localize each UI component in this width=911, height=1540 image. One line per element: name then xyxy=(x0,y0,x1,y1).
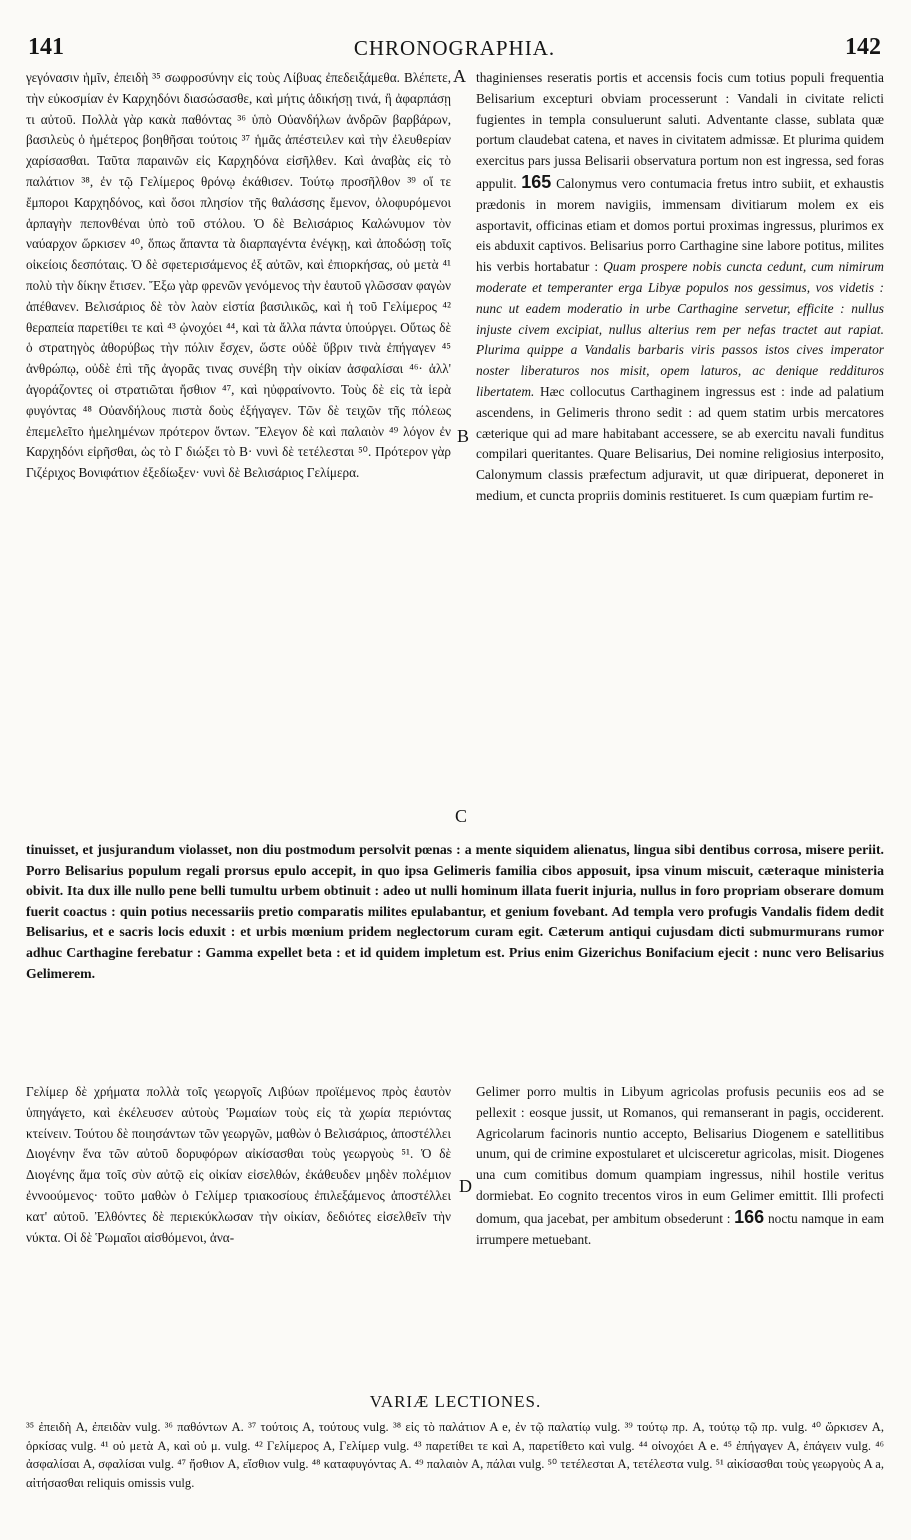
greek-column-top xyxy=(26,68,451,484)
greek-text-bottom: Γελίμερ δὲ χρήματα πολλὰ τοῖς γεωργοῖς Λιβύων προϊέμενος πρὸς ἑαυτὸν ὑπηγάγετο, καὶ ἐκέλευσεν αὐτοὺς Ῥωμαίων τοὺς εἰς τὰ χωρία περιόντας κτείνειν. Τούτου δὲ ποιησάντων τῶν γεωργῶν, μαθὼν ὁ Βελισάριος, ἀποστέλλει Διογένην ἕνα τῶν αὐτοῦ δορυφόρων αἰκίσασθαι τοὺς γεωργοὺς ⁵¹. Ὁ δὲ Διογένης ἅμα τοῖς σὺν αὐτῷ εἰς οἰκίαν εἰσελθών, ἐκάθευδεν μηδὲν πολέμιον ἐννοούμενος· τοῦτο μαθὼν ὁ Γελίμερ τριακοσίους ἐπιλεξάμενος ἀποστέλλει κατ' αὐτοῦ. Ἐλθόντες δὲ περιεκύκλωσαν τὴν οἰκίαν, δεδιότες εἰσελθεῖν τὴν νύκτα. Οἱ δὲ Ῥωμαῖοι αἰσθόμενοι, ἀνα- xyxy=(26,1084,451,1245)
margin-letter-b: B xyxy=(457,426,470,446)
variae-lectiones-notes: ³⁵ ἐπειδὴ A, ἐπειδὰν vulg. ³⁶ παθόντων A. ³⁷ τούτοις A, τούτους vulg. ³⁸ εἰς τὸ παλάτιον A e, ἐν τῷ παλατίῳ vulg. ³⁹ τούτῳ πρ. A, τούτῳ τῷ πρ. vulg. ⁴⁰ ὥρκισεν A, ὁρκίσας vulg. ⁴¹ οὐ μετὰ A, καὶ οὐ μ. vulg. ⁴² Γελίμερος A, Γελίμερ vulg. ⁴³ παρετίθει τε καὶ A, παρετίθετο καὶ vulg. ⁴⁴ οἰνοχόει A e. ⁴⁵ ἐπήγαγεν A, ἐπάγειν vulg. ⁴⁶ ἀσφαλίσαι A, σφαλίσαι vulg. ⁴⁷ ἤσθιον A, εἴσθιον vulg. ⁴⁸ καταφυγόντας A. ⁴⁹ παλαιὸν A, πάλαι vulg. ⁵⁰ τετέλεσται A, τετέλεστα vulg. ⁵¹ αἰκίσασθαι τοὺς γεωργοὺς A a, αἰτήσασθαι reliquis omissis vulg. xyxy=(26,1420,884,1490)
page-number-right: 142 xyxy=(845,34,881,60)
latin-text-top-c: Hæc collocutus Carthaginem ingressus est : inde ad palatium ascendens, in Gelimeris throno sedit : ad quem statim urbis mercatores cæterique qui ad mare habitabant accessere, se ab exercitu navali funditus compilari queritantes. Quare Belisarius, Dei nomine religiosius interposito, Calonymum classis præfectum adjuravit, ut quæ diripuerat, deponeret in medium, et cuncta propriis dominis restitueret. Is cum quæpiam furtim re- xyxy=(476,383,884,503)
margin-letter-d: D xyxy=(459,1176,472,1196)
latin-text-top-b: Calonymus vero contumacia fretus intro subiit, et exhaustis prædonis in morem navigiis, immensam divitiarum molem ex eis asportavit, officinas etiam et domos portui proximas ingressus, plurimos ex eis abduxit captivos. Belisarius porro Carthagine sine labore potitus, milites his verbis hortabatur : xyxy=(476,175,884,275)
latin-speech-italic: Quam prospere nobis cuncta cedunt, cum nimirum moderate et temperanter erga Libyæ populos nos gessimus, vos videtis : nunc ut eadem moderatio in urbe Carthagine servetur, efficite : nullus injuste civem excipiat, nullus alterius rem per nefas tractet aut rapiat. Plurima quippe a Vandalis barbaris viris passos istos cives imperator noster liberaturos nos misit, opem laturos, ac denique reddituros libertatem. xyxy=(476,259,884,399)
page-number-left: 141 xyxy=(28,34,64,60)
latin-text-top-a: thaginienses reseratis portis et accensis focis cum totius populi frequentia Belisarium excepturi obviam processerunt : Vandali in civitate relicti fugientes in templa consuluerunt saluti. Adventante classe, sublata quæ portum claudebat catena, et naves in civitatem admissæ. Et plurima quidem exercitus pars jussa Belisarii observatura portum non est ingressa, sed foras appulit. xyxy=(476,70,884,191)
margin-letter-a: A xyxy=(453,66,466,86)
variae-lectiones-title: VARIÆ LECTIONES. xyxy=(369,1392,542,1411)
latin-text-bottom-a: Gelimer porro multis in Libyum agricolas profusis pecuniis eos ad se pellexit : eosque jussit, ut Romanos, qui remanserant in pagis, occiderent. Agricolarum facinoris nuntio accepto, Belisarius Diogenem e satellitibus unum, qui de crimine expostularet et ulcisceretur agricolas, misit. Diogenes una cum comitibus domum quampiam ingressus, nihil hostile veritus dormiebat. Eo cognito trecentos viros in eum Gelimer emittit. Illi profecti domum, qua jacebat, per ambitum obsederunt : xyxy=(476,1084,884,1226)
margin-letter-c: C xyxy=(455,806,468,826)
latin-column-top xyxy=(476,68,884,507)
greek-column-bottom xyxy=(26,1082,451,1248)
greek-text-top: γεγόνασιν ἡμῖν, ἐπειδὴ ³⁵ σωφροσύνην εἰς τοὺς Λίβυας ἐπεδειξάμεθα. Βλέπετε, τὴν εὐκοσμίαν ἐν Καρχηδόνι διασώσασθε, καὶ μήτις ἀδικήσῃ τινά, ἢ ἀφαρπάσῃ τι αὐτοῦ. Πολλὰ γὰρ κακὰ παθόντας ³⁶ ὑπὸ Οὐανδήλων ἀνδρῶν βαρβάρων, βασιλεὺς ὁ ἡμέτερος βοηθῆσαι τούτοις ³⁷ ἡμᾶς ἀπέστειλεν καὶ τὴν ἐλευθερίαν χαρίσασθαι. Ταῦτα παραινῶν εἰς Καρχηδόνα εἰσῆλθεν. Καὶ ἀναβὰς εἰς τὸ παλάτιον ³⁸, ἐν τῷ Γελίμερος θρόνῳ ἐκάθισεν. Τούτῳ προσῆλθον ³⁹ οἵ τε ἔμποροι Καρχηδόνος, καὶ ὅσοι πλησίον τῆς θαλάσσης ἔμενον, ὀλοφυρόμενοι ἁρπαγὴν πεπονθέναι ὑπὸ τοῦ στόλου. Ὁ δὲ Βελισάριος Καλώνυμον τὸν ναύαρχον ὥρκισεν ⁴⁰, ὅπως ἅπαντα τὰ διαρπαγέντα ἐνέγκῃ, καὶ ἀποδώσῃ τοῖς οἰκείοις δεσπόταις. Ὁ δὲ σφετερισάμενος ἐξ αὐτῶν, καὶ ἐπιορκήσας, οὐ μετὰ ⁴¹ πολὺ τὴν δίκην ἔτισεν. Ἔξω γὰρ φρενῶν γενόμενος τὴν ἑαυτοῦ γλῶσσαν φαγὼν ἀπέθανεν. Βελισάριος δὲ τὸν λαὸν εἱστία βασιλικῶς, καὶ ἡ τοῦ Γελίμερος ⁴² θεραπεία παρετίθει τε καὶ ⁴³ ᾠνοχόει ⁴⁴, καὶ τὰ ἄλλα πάντα ὑπούργει. Οὕτως δὲ ὁ στρατηγὸς ἀθορύβως τὴν πόλιν ἔσχεν, ὥστε οὐδὲ ὕβριν τινὰ ἐπήγαγεν ⁴⁵ ἀνθρώπῳ, οὐδὲ ἐπὶ τῆς ἀγορᾶς τινας συνέβη τὴν οἰκίαν ἀσφαλίσαι ⁴⁶· ἀλλ' ἀγοράζοντες οἱ στρατιῶται ἤσθιον ⁴⁷, καὶ ηὐφραίνοντο. Τοὺς δὲ εἰς τὰ ἱερὰ φυγόντας ⁴⁸ Οὐανδήλους πιστὰ δοὺς ἐξήγαγεν. Τῶν δὲ τειχῶν τῆς πόλεως ἐπεμελεῖτο ἠμελημένων πρότερον ὄντων. Ἔλεγον δὲ καὶ παλαιὸν ⁴⁹ λόγον ἐν Καρχηδόνι εἰρῆσθαι, ὡς τὸ Γ διώξει τὸ Β· νυνὶ δὲ τετέλεσται ⁵⁰. Πρότερον γὰρ Γιζέριχος Βονιφάτιον ἐξεδίωξεν· νυνὶ δὲ Βελισάριος Γελίμερα. xyxy=(26,70,451,481)
latin-full-width xyxy=(26,840,884,984)
lemma-number-166: 166 xyxy=(734,1206,765,1227)
page-header xyxy=(28,34,881,64)
latin-text-top xyxy=(476,68,884,507)
latin-full-width-text: tinuisset, et jusjurandum violasset, non diu postmodum persolvit pœnas : a mente siquidem alienatus, lingua sibi dentibus corrosa, misere periit. Porro Belisarius populum regali prorsus epulo accepit, in quo ipsa Gelimeris familia cibos apposuit, ipsa vinum miscuit, cæteraque ministeria obivit. Ita dux ille nullo pene belli tumultu urbem obtinuit : adeo ut nulli hominum illata fuerit injuria, nullus in foro propriam obserare domum fuerit coactus : quin potius necessariis pretio comparatis milites epulabantur, et genium fovebant. Ad templa vero profugis Vandalis fidem dedit Belisarius, et e sacris locis eduxit : et urbis mœnium pridem neglectorum curam egit. Cæterum antiqui cujusdam dicti submurmurans rumor adhuc Carthagine ferebatur : Gamma expellet beta : et id quidem impletum est. Prius enim Gizerichus Bonifacium ejecit : nunc vero Belisarius Gelimerem. xyxy=(26,842,884,981)
running-title: CHRONOGRAPHIA. xyxy=(353,36,556,60)
latin-column-bottom xyxy=(476,1082,884,1250)
latin-text-bottom xyxy=(476,1082,884,1250)
lemma-number-165: 165 xyxy=(521,171,552,192)
latin-text-bottom-b: noctu namque in eam irrumpere metuebant. xyxy=(476,1210,884,1247)
